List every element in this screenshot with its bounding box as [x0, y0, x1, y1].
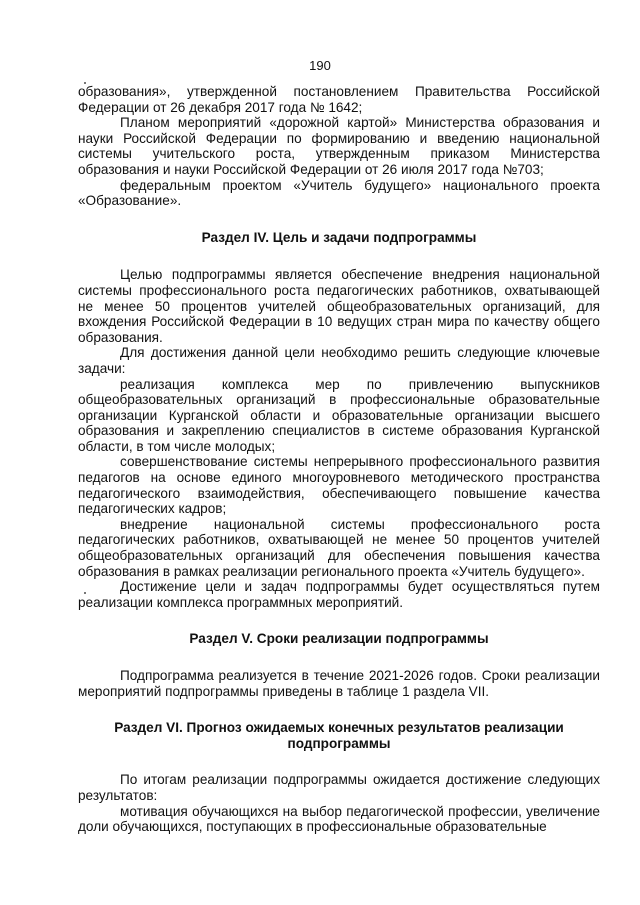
body-paragraph: Целью подпрограммы является обеспечение внедрения национальной системы профессионального роста педагогических работников, охватывающей не менее 50 процентов учителей общеобразовательных организаций, для вхождения Российской Федерации в 10 ведущих стран мира по качеству общего образования. [78, 267, 600, 345]
body-paragraph: внедрение национальной системы профессионального роста педагогических работников, охватывающей не менее 50 процентов учителей общеобразовательных организаций для обеспечения повышения качества образования в рамках реализации регионального проекта «Учитель будущего». [78, 516, 600, 579]
body-paragraph: По итогам реализации подпрограммы ожидается достижение следующих результатов: [78, 772, 600, 803]
body-paragraph: реализация комплекса мер по привлечению выпускников общеобразовательных организаций в профессиональные образовательные организации Курганской области и образовательные организации высшего образования и закреплению специалистов в системе образования Курганской области, в том числе молодых; [78, 376, 600, 454]
body-paragraph: Планом мероприятий «дорожной картой» Министерства образования и науки Российской Федерации по формированию и введению национальной системы учительского роста, утвержденным приказом Министерства образования и науки Российской Федерации от 26 июля 2017 года №703; [78, 115, 600, 177]
section-heading-v: Раздел V. Сроки реализации подпрограммы [189, 631, 489, 647]
body-paragraph: Для достижения данной цели необходимо решить следующие ключевые задачи: [78, 345, 600, 376]
body-paragraph: федеральным проектом «Учитель будущего» национального проекта «Образование». [78, 177, 600, 209]
section-heading-vi-line: Раздел VI. Прогноз ожидаемых конечных результатов реализации [114, 720, 564, 736]
document-body [78, 84, 600, 835]
body-paragraph: совершенствование системы непрерывного профессионального развития педагогов на основе единого многоуровневого методического пространства педагогического взаимодействия, обеспечивающего повышение качества педагогических кадров; [78, 454, 600, 517]
page-number: 190 [309, 58, 331, 73]
section-heading-vi-line: подпрограммы [287, 735, 391, 751]
body-paragraph: Подпрограмма реализуется в течение 2021-2026 годов. Сроки реализации мероприятий подпрограммы приведены в таблице 1 раздела VII. [78, 668, 600, 699]
section-heading-iv: Раздел IV. Цель и задачи подпрограммы [201, 229, 477, 245]
section-heading-vi [78, 720, 600, 751]
body-paragraph: мотивация обучающихся на выбор педагогической профессии, увеличение доли обучающихся, поступающих в профессиональные образовательные [78, 803, 600, 835]
body-paragraph: Достижение цели и задач подпрограммы будет осуществляться путем реализации комплекса программных мероприятий. [78, 579, 600, 610]
body-paragraph: образования», утвержденной постановлением Правительства Российской Федерации от 26 декабря 2017 года № 1642; [78, 84, 600, 115]
